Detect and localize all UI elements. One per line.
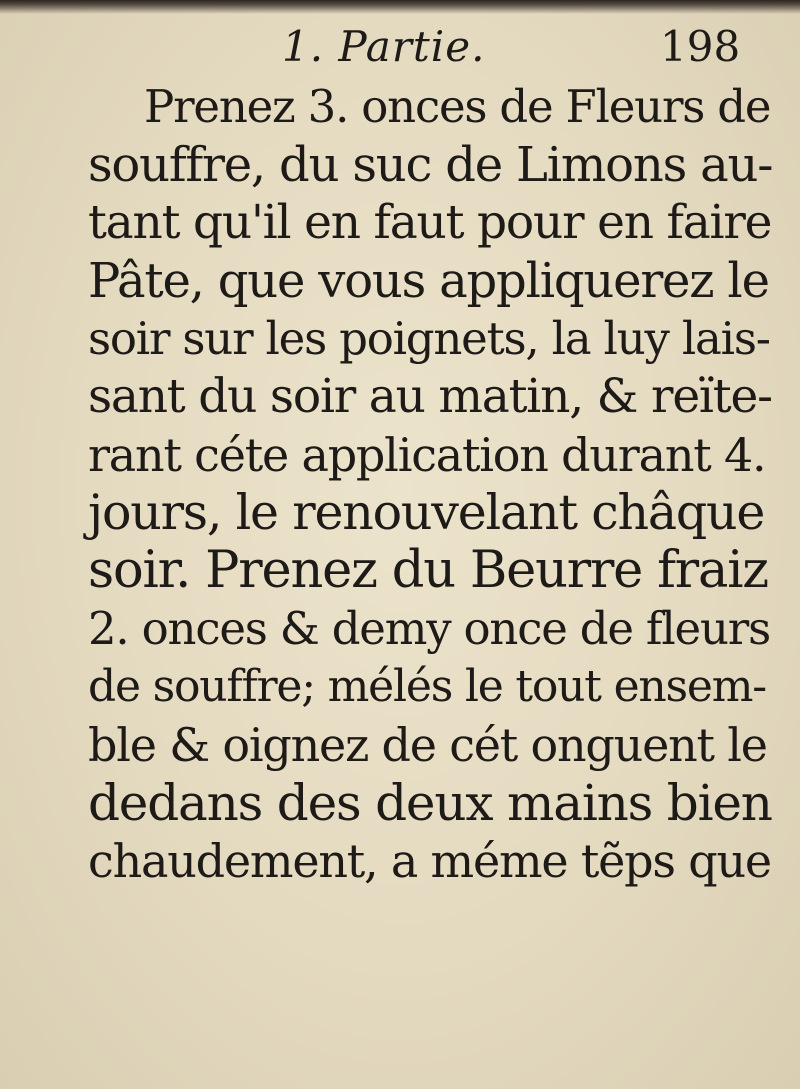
text-line: ble & oignez de cét onguent le: [88, 718, 767, 772]
page-top-edge-shadow: [0, 0, 800, 14]
running-head: [0, 18, 800, 78]
text-line: jours, le renouvelant châque: [88, 484, 765, 541]
body-text: [88, 78, 773, 890]
text-line: dedans des deux mains bien: [88, 774, 772, 832]
text-line: Pâte, que vous appliquerez le: [88, 253, 769, 309]
text-line: de souffre; mélés le tout ensem-: [88, 661, 766, 712]
text-line: 2. onces & demy once de fleurs: [88, 602, 770, 655]
text-line: sant du soir au matin, & reïte-: [88, 369, 772, 424]
part-title: 1. Partie.: [282, 22, 486, 71]
text-line: Prenez 3. onces de Fleurs de: [144, 80, 771, 133]
text-line: soir sur les poignets, la luy lais-: [88, 312, 770, 365]
text-line: soir. Prenez du Beurre fraiz: [88, 541, 768, 600]
text-line: souffre, du suc de Limons au-: [88, 137, 773, 193]
text-line: tant qu'il en faut pour en faire: [88, 195, 772, 250]
page-number: 198: [660, 22, 741, 71]
text-line: chaudement, a méme tẽps que: [88, 834, 771, 888]
text-line: rant céte application durant 4.: [88, 428, 766, 482]
